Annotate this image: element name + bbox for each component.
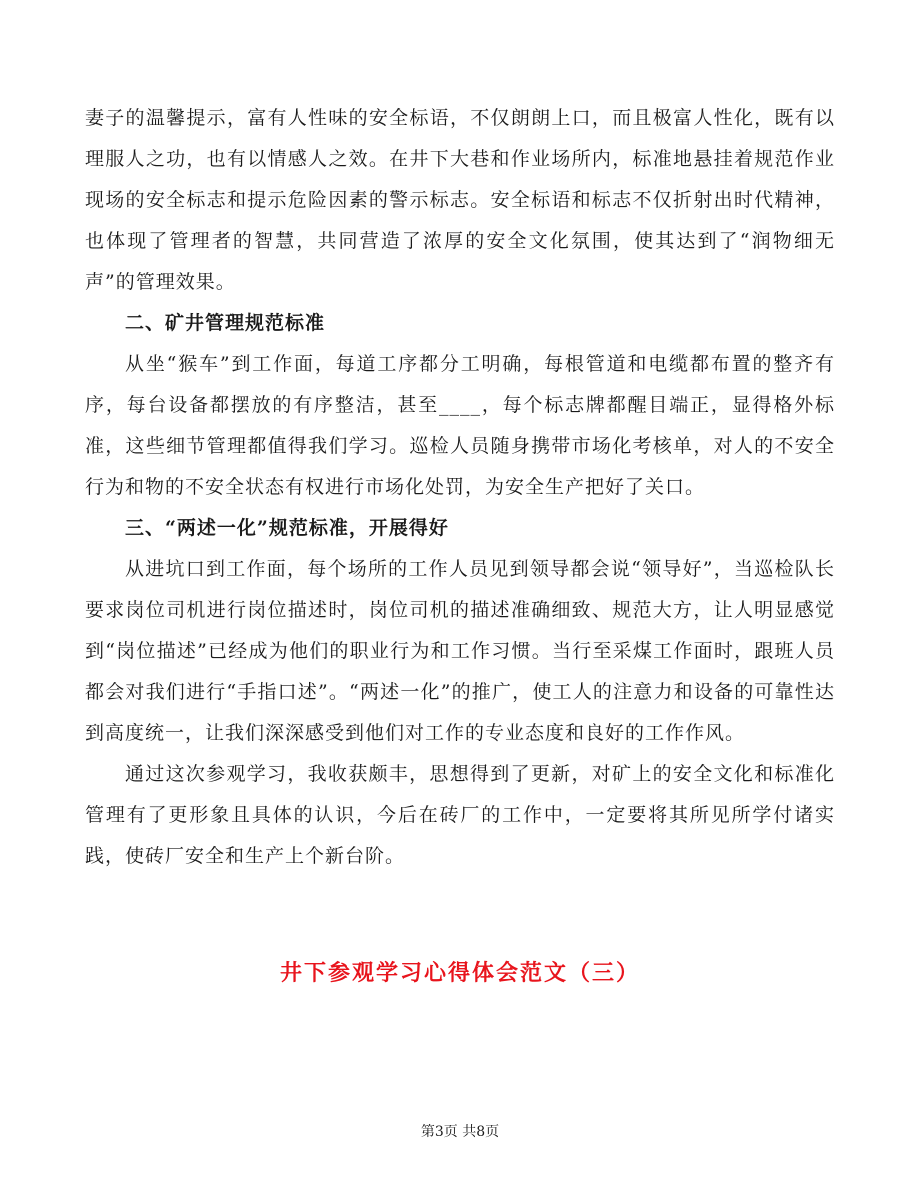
page-footer: 第3页 共8页 [420, 1124, 500, 1140]
document-title: 井下参观学习心得体会范文（三） [279, 960, 640, 986]
paragraph-safety-slogans: 妻子的温馨提示，富有人性味的安全标语，不仅朗朗上口，而且极富人性化，既有以理服人之功，也有以情感人之效。在井下大巷和作业场所内，标准地悬挂着规范作业现场的安全标志和提示危险因素的警示标志。安全标语和标志不仅折射出时代精神，也体现了管理者的智慧，共同营造了浓厚的安全文化氛围，使其达到了“润物细无声”的管理效果。 [85, 107, 835, 293]
section-heading-two-descriptions: 三、“两述一化”规范标准，开展得好 [125, 517, 449, 539]
paragraph-two-descriptions: 从进坑口到工作面，每个场所的工作人员见到领导都会说“领导好”，当巡检队长要求岗位司机进行岗位描述时，岗位司机的描述准确细致、规范大方，让人明显感觉到“岗位描述”已经成为他们的职业行为和工作习惯。当行至采煤工作面时，跟班人员都会对我们进行“手指口述”。“两述一化”的推广，使工人的注意力和设备的可靠性达到高度统一，让我们深深感受到他们对工作的专业态度和良好的工作作风。 [85, 558, 835, 744]
paragraph-mine-management: 从坐“猴车”到工作面，每道工序都分工明确，每根管道和电缆都布置的整齐有序，每台设备都摆放的有序整洁，甚至____，每个标志牌都醒目端正，显得格外标准，这些细节管理都值得我们学习。巡检人员随身携带市场化考核单，对人的不安全行为和物的不安全状态有权进行市场化处罚，为安全生产把好了关口。 [85, 353, 835, 498]
paragraph-conclusion: 通过这次参观学习，我收获颇丰，思想得到了更新，对矿上的安全文化和标准化管理有了更形象且具体的认识，今后在砖厂的工作中，一定要将其所见所学付诸实践，使砖厂安全和生产上个新台阶。 [85, 763, 835, 867]
document-body [85, 98, 835, 877]
section-heading-mine-management: 二、矿井管理规范标准 [125, 312, 326, 334]
